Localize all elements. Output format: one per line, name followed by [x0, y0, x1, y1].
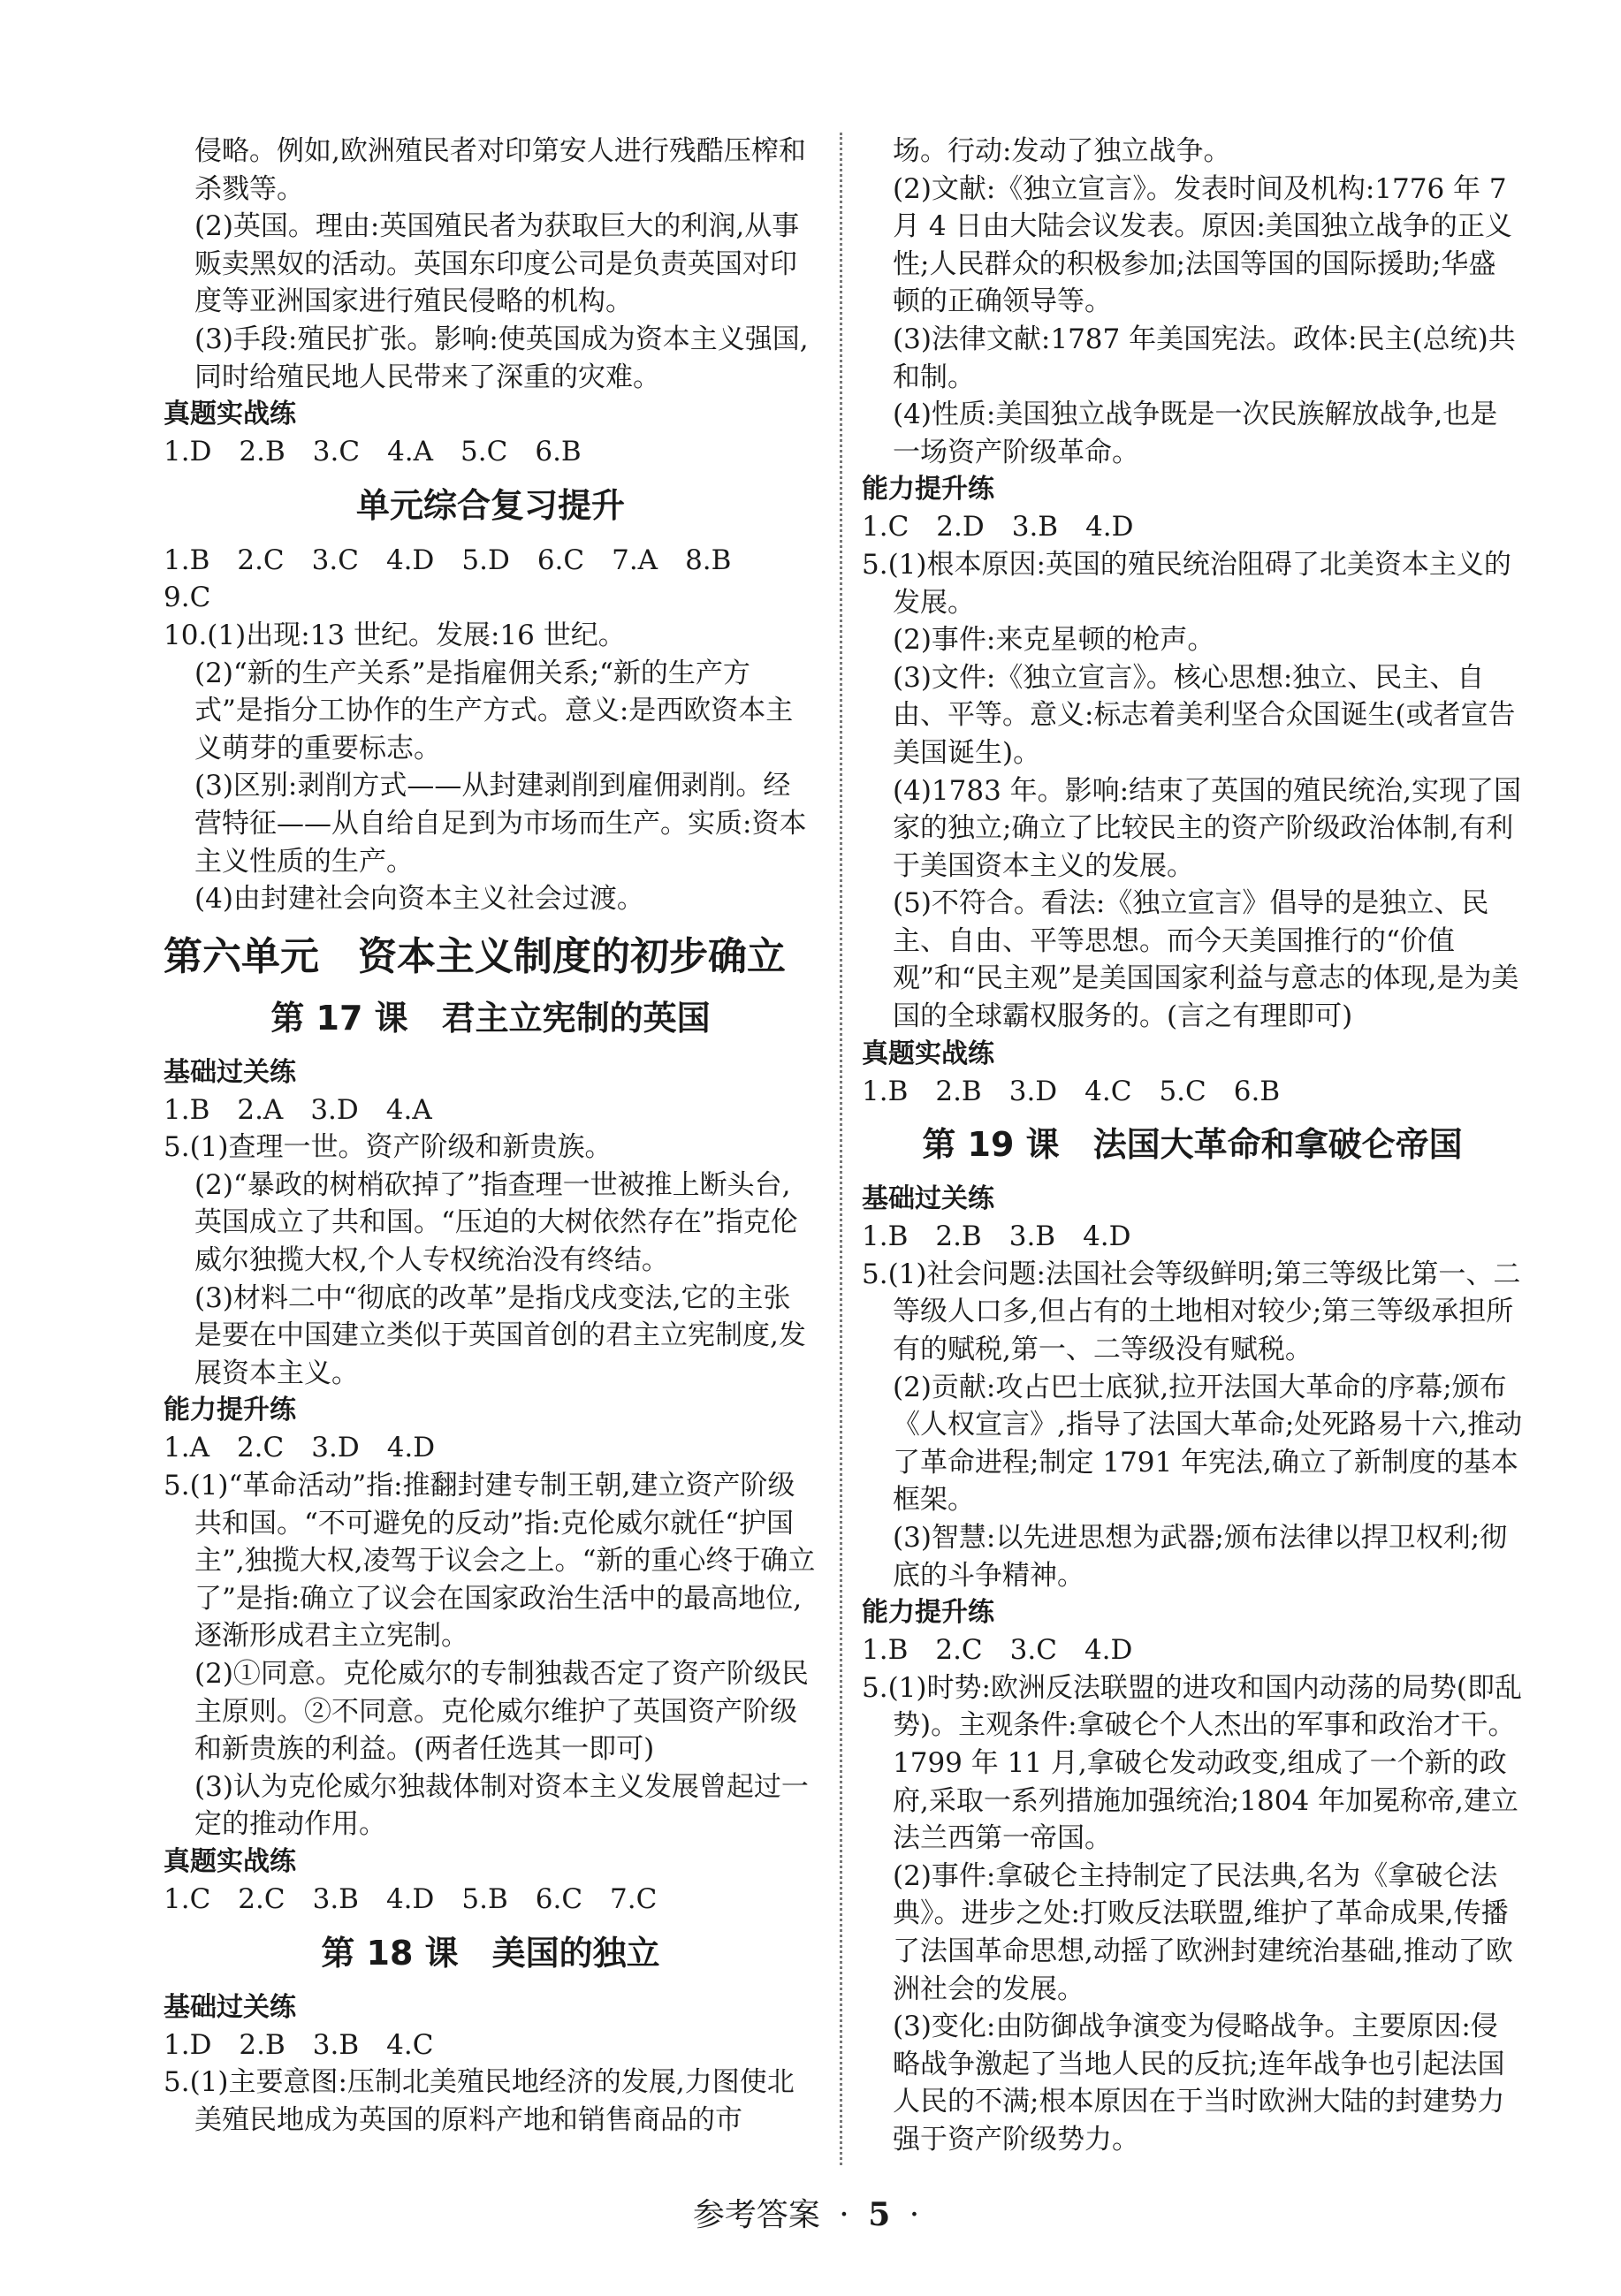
- answer-paragraph: (2)①同意。克伦威尔的专制独裁否定了资产阶级民主原则。②不同意。克伦威尔维护了英国资产阶级和新贵族的利益。(两者任选其一即可): [194, 1658, 809, 1766]
- answer-list: 1.A 2.C 3.D 4.D: [164, 1432, 436, 1464]
- question-answer: 5.(1)“革命活动”指:推翻封建专制王朝,建立资产阶级共和国。“不可避免的反动”指:克伦威尔就任“护国主”,独揽大权,凌驾于议会之上。“新的重心终于确立了”是指:确立了议会在国家政治生活中的最高地位,逐渐形成君主立宪制。: [164, 1470, 816, 1653]
- section-heading: 能力提升练: [164, 1395, 296, 1426]
- question-answer: 10.(1)出现:13 世纪。发展:16 世纪。: [164, 619, 626, 651]
- page-number: 5: [868, 2196, 891, 2233]
- answer-paragraph: (2)事件:拿破仑主持制定了民法典,名为《拿破仑法典》。进步之处:打败反法联盟,维护了革命成果,传播了法国革命思想,动摇了欧洲封建统治基础,推动了欧洲社会的发展。: [893, 1859, 1513, 2005]
- unit-heading: 第六单元 资本主义制度的初步确立: [164, 933, 786, 979]
- section-heading: 基础过关练: [862, 1183, 994, 1215]
- answer-paragraph: (5)不符合。看法:《独立宣言》倡导的是独立、民主、自由、平等思想。而今天美国推行的“价值观”和“民主观”是美国国家利益与意志的体现,是为美国的全球霸权服务的。(言之有理即可): [893, 887, 1519, 1033]
- answer-list: 1.B 2.B 3.B 4.D: [862, 1220, 1131, 1253]
- answer-list: 1.B 2.C 3.C 4.D: [862, 1634, 1133, 1667]
- answer-list: 1.B 2.C 3.C 4.D 5.D 6.C 7.A 8.B: [164, 544, 732, 576]
- answer-list: 1.B 2.B 3.D 4.C 5.C 6.B: [862, 1075, 1281, 1107]
- answer-list: 1.C 2.C 3.B 4.D 5.B 6.C 7.C: [164, 1882, 658, 1915]
- answer-list: 1.B 2.A 3.D 4.A: [164, 1093, 432, 1126]
- answer-paragraph: (3)材料二中“彻底的改革”是指戊戌变法,它的主张是要在中国建立类似于英国首创的君主立宪制度,发展资本主义。: [194, 1281, 806, 1389]
- answer-paragraph: (3)智慧:以先进思想为武器;颁布法律以捍卫权利;彻底的斗争精神。: [893, 1522, 1508, 1592]
- answer-list: 1.D 2.B 3.C 4.A 5.C 6.B: [164, 436, 582, 468]
- section-heading: 基础过关练: [164, 1056, 296, 1088]
- answer-paragraph: (2)“新的生产关系”是指雇佣关系;“新的生产方式”是指分工协作的生产方式。意义:是西欧资本主义萌芽的重要标志。: [194, 657, 794, 764]
- answer-list: 1.D 2.B 3.B 4.C: [164, 2028, 434, 2061]
- answer-paragraph: (3)变化:由防御战争演变为侵略战争。主要原因:侵略战争激起了当地人民的反抗;连年战争也引起法国人民的不满;根本原因在于当时欧洲大陆的封建势力强于资产阶级势力。: [893, 2011, 1505, 2155]
- section-heading: 能力提升练: [862, 1597, 994, 1629]
- page-footer: [0, 2190, 1621, 2235]
- answer-list: 9.C: [164, 582, 211, 614]
- lesson-heading: 第 18 课 美国的独立: [321, 1933, 660, 1973]
- answer-paragraph: (3)区别:剥削方式——从封建剥削到雇佣剥削。经营特征——从自给自足到为市场而生产。实质:资本主义性质的生产。: [194, 770, 807, 878]
- question-answer: 5.(1)时势:欧洲反法联盟的进攻和国内动荡的局势(即乱势)。主观条件:拿破仑个人杰出的军事和政治才干。1799 年 11 月,拿破仑发动政变,组成了一个新的政府,采取一系列措施加强统治;1804 年加冕称帝,建立法兰西第一帝国。: [862, 1671, 1523, 1855]
- section-heading: 真题实战练: [862, 1038, 994, 1069]
- question-answer: 5.(1)主要意图:压制北美殖民地经济的发展,力图使北美殖民地成为英国的原料产地和销售商品的市: [164, 2066, 795, 2136]
- question-answer: 5.(1)根本原因:英国的殖民统治阻碍了北美资本主义的发展。: [862, 548, 1511, 619]
- column-divider: [840, 133, 842, 2165]
- section-heading: 真题实战练: [164, 1845, 296, 1877]
- answer-paragraph: (2)贡献:攻占巴士底狱,拉开法国大革命的序幕;颁布《人权宣言》,指导了法国大革命;处死路易十六,推动了革命进程;制定 1791 年宪法,确立了新制度的基本框架。: [893, 1371, 1523, 1517]
- right-column: [862, 133, 1523, 2159]
- answer-paragraph: (3)文件:《独立宣言》。核心思想:独立、民主、自由、平等。意义:标志着美利坚合众国诞生(或者宣告美国诞生)。: [893, 661, 1516, 769]
- lesson-heading: 第 17 课 君主立宪制的英国: [270, 998, 711, 1038]
- answer-paragraph: (2)英国。理由:英国殖民者为获取巨大的利润,从事贩卖黑奴的活动。英国东印度公司是负责英国对印度等亚洲国家进行殖民侵略的机构。: [194, 210, 800, 318]
- review-heading: 单元综合复习提升: [355, 485, 625, 525]
- answer-paragraph: (2)“暴政的树梢砍掉了”指查理一世被推上断头台,英国成立了共和国。“压迫的大树依然存在”指克伦威尔独揽大权,个人专权统治没有终结。: [194, 1168, 798, 1277]
- lesson-heading: 第 19 课 法国大革命和拿破仑帝国: [922, 1125, 1463, 1165]
- section-heading: 基础过关练: [164, 1991, 296, 2023]
- footer-label: 参考答案: [692, 2197, 820, 2233]
- answer-paragraph: 侵略。例如,欧洲殖民者对印第安人进行残酷压榨和杀戮等。: [194, 135, 806, 205]
- footer-dot: ·: [909, 2197, 920, 2233]
- answer-paragraph: (4)性质:美国独立战争既是一次民族解放战争,也是一场资产阶级革命。: [893, 399, 1498, 468]
- section-heading: 能力提升练: [862, 474, 994, 506]
- answer-paragraph: (4)1783 年。影响:结束了英国的殖民统治,实现了国家的独立;确立了比较民主的资产阶级政治体制,有利于美国资本主义的发展。: [893, 774, 1521, 882]
- section-heading: 真题实战练: [164, 399, 296, 430]
- answer-paragraph: (3)手段:殖民扩张。影响:使英国成为资本主义强国,同时给殖民地人民带来了深重的灾难。: [194, 323, 809, 393]
- footer-dot: ·: [839, 2197, 849, 2233]
- answer-list: 1.C 2.D 3.B 4.D: [862, 511, 1134, 544]
- answer-paragraph: (4)由封建社会向资本主义社会过渡。: [194, 883, 644, 916]
- answer-paragraph: (3)法律文献:1787 年美国宪法。政体:民主(总统)共和制。: [893, 323, 1516, 393]
- answer-paragraph: (3)认为克伦威尔独裁体制对资本主义发展曾起过一定的推动作用。: [194, 1770, 809, 1841]
- question-answer: 5.(1)查理一世。资产阶级和新贵族。: [164, 1131, 613, 1164]
- answer-paragraph: (2)事件:来克星顿的枪声。: [893, 624, 1215, 657]
- answer-paragraph: 场。行动:发动了独立战争。: [893, 135, 1231, 167]
- question-answer: 5.(1)社会问题:法国社会等级鲜明;第三等级比第一、二等级人口多,但占有的土地相对较少;第三等级承担所有的赋税,第一、二等级没有赋税。: [862, 1258, 1521, 1366]
- left-column: [164, 133, 818, 2139]
- answer-paragraph: (2)文献:《独立宣言》。发表时间及机构:1776 年 7 月 4 日由大陆会议发表。原因:美国独立战争的正义性;人民群众的积极参加;法国等国的国际援助;华盛顿的正确领导等。: [893, 172, 1512, 318]
